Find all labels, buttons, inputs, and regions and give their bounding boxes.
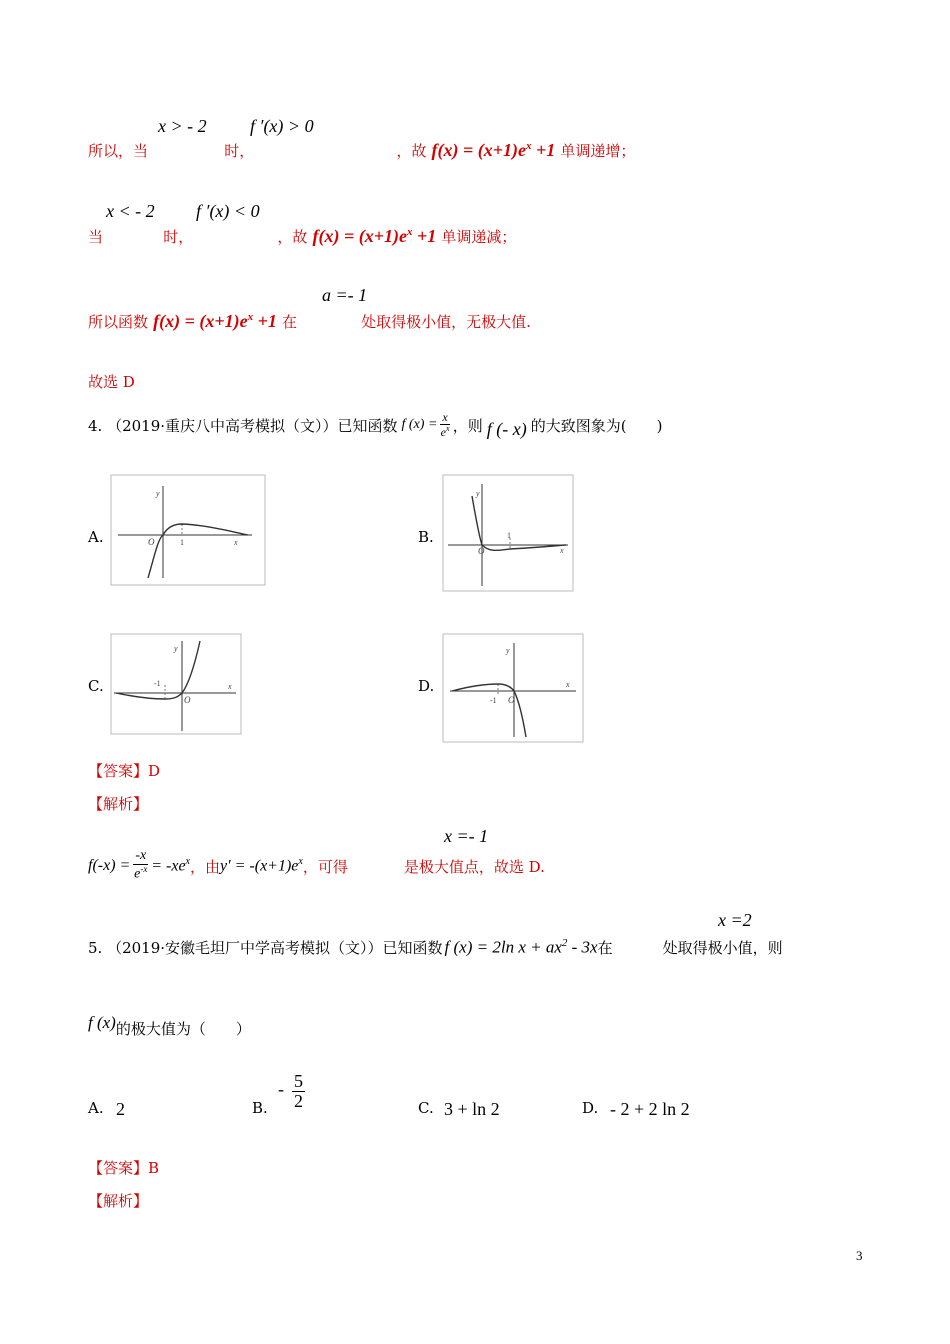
graph-option-d <box>442 633 584 743</box>
text: 所以函数 <box>88 313 149 331</box>
q5-answer: 【答案】B <box>88 1159 160 1177</box>
condition-x-lt-neg2: x < - 2 <box>106 201 155 221</box>
option-d-label: D. <box>418 677 435 695</box>
text: ，则 <box>452 416 483 435</box>
choose-answer-d: 故选 D <box>88 373 135 391</box>
tick-label: -1 <box>490 696 497 705</box>
math: f(-x) = <box>88 857 131 874</box>
text: 在 <box>597 938 613 957</box>
origin-label: O <box>148 537 155 547</box>
graph-option-a <box>110 474 266 586</box>
y-axis-label: y <box>174 644 178 653</box>
derivative-positive: f ′(x) > 0 <box>250 116 314 136</box>
text: 单调递增； <box>560 142 636 160</box>
derivative-negative: f ′(x) < 0 <box>196 201 260 221</box>
x-axis-label: x <box>234 538 238 547</box>
condition-x-gt-neg2: x > - 2 <box>158 116 207 136</box>
line-monotonic-increase <box>88 140 635 166</box>
x-axis-label: x <box>566 680 570 689</box>
text: 单调递减； <box>441 228 517 246</box>
x-axis-label: x <box>560 546 564 555</box>
y-axis-label: y <box>156 489 160 498</box>
line-minimum-value <box>88 311 531 332</box>
text: 在 <box>281 313 297 331</box>
text: 的极大值为（ ） <box>115 1020 251 1038</box>
origin-label: O <box>508 695 515 705</box>
option-b-label: B. <box>418 528 434 546</box>
q4-answer: 【答案】D <box>88 762 161 780</box>
text: 是极大值点，故选 D. <box>403 857 545 876</box>
text: ，可得 <box>302 857 348 876</box>
text: ，由 <box>190 857 221 876</box>
tick-label: 1 <box>180 538 184 547</box>
line-monotonic-decrease <box>88 226 516 247</box>
q5-option-d-label: D. <box>582 1099 599 1117</box>
math: f (x) <box>88 1013 116 1032</box>
math: f (x) = 2ln $x + ax^2 - 3x$ <box>444 936 598 957</box>
q4-analysis-line <box>88 846 545 886</box>
text: 时， <box>163 228 194 246</box>
x-axis-label: x <box>228 682 232 691</box>
question-5-line2 <box>88 1012 251 1038</box>
q5-option-d-value: - 2 + 2 ln 2 <box>610 1099 690 1119</box>
function-expression: $f(x) = (x+1)e^x +1$ <box>153 311 277 331</box>
fraction-x-over-ex: $\frac{x}{e^x}$ <box>440 410 450 439</box>
function-expression: $f(x) = (x+1)e^x +1$ <box>312 226 437 246</box>
q5-option-c-label: C. <box>418 1099 434 1117</box>
math: $y' = -(x+1)e^x$ <box>220 856 303 875</box>
tick-label: -1 <box>154 679 161 688</box>
y-axis-label: y <box>476 489 480 498</box>
q5-option-b-label: B. <box>252 1099 268 1117</box>
math: f (x) = <box>401 417 438 432</box>
text: 所以，当 <box>88 142 149 160</box>
text: 的大致图象为( ) <box>530 416 663 435</box>
text: 5. （2019·安徽毛坦厂中学高考模拟（文））已知函数 <box>88 938 443 957</box>
text: ，故 <box>396 142 427 160</box>
function-expression: $f(x) = (x+1)e^x +1$ <box>431 140 556 160</box>
origin-label: O <box>184 695 191 705</box>
q4-analysis-title: 【解析】 <box>88 795 149 813</box>
x-equals-neg1: x =- 1 <box>444 826 489 846</box>
math: = $-xe^x$ <box>151 856 190 875</box>
x-equals-2: x =2 <box>718 910 752 930</box>
q5-option-a-value: 2 <box>116 1099 125 1119</box>
option-a-label: A. <box>88 528 104 546</box>
origin-label: O <box>478 546 485 556</box>
q5-option-b-value <box>278 1072 305 1111</box>
fraction-5-over-2: $\frac{5}{2}$ <box>294 1071 303 1111</box>
q5-option-a-label: A. <box>88 1099 104 1117</box>
option-c-label: C. <box>88 677 104 695</box>
text: 当 <box>88 228 104 246</box>
question-5-stem <box>88 934 783 960</box>
text: 处取得极小值，无极大值. <box>361 313 531 331</box>
q5-analysis-title: 【解析】 <box>88 1192 149 1210</box>
text: 4. （2019·重庆八中高考模拟（文））已知函数 <box>88 416 398 435</box>
q5-option-c-value: 3 + ln 2 <box>444 1099 500 1119</box>
fraction-negx-over-e-negx: $\frac{-x}{e^{-x}}$ <box>134 848 148 882</box>
math: - <box>278 1078 284 1099</box>
tick-label: 1 <box>507 531 511 540</box>
y-axis-label: y <box>506 646 510 655</box>
text: 处取得极小值，则 <box>662 938 783 957</box>
math: f (- x) <box>486 418 527 439</box>
a-equals-neg1: a =- 1 <box>322 285 368 305</box>
text: 时， <box>224 142 255 160</box>
page-number: 3 <box>856 1248 863 1263</box>
graph-option-b <box>442 474 574 592</box>
question-4-stem <box>88 408 662 442</box>
graph-option-c <box>110 633 242 735</box>
text: ，故 <box>277 228 308 246</box>
